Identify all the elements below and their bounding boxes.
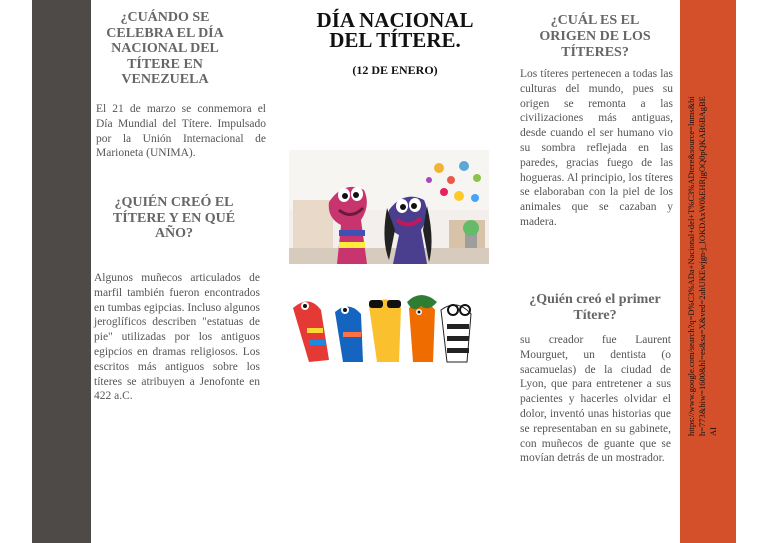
sock-puppets-photo — [289, 150, 489, 264]
first-puppet-paragraph: su creador fue Laurent Mourguet, un dentista (o sacamuelas) de la ciudad de Lyon, que para entretener a sus pacientes y hacerles olvidar el dolor, inventó unas historias que se representaban en su gabinete, con muñecos de guante que se movían detrás de un mostrador. — [520, 334, 671, 465]
when-celebrated-heading: ¿CUÁNDO SE CELEBRA EL DÍA NACIONAL DEL TÍTERE EN VENEZUELA — [106, 10, 224, 87]
who-created-paragraph: Algunos muñecos articulados de marfil también fueron encontrados en tumbas egipcias. Incluso algunos jeroglíficos describen "estatuas de pie" utilizadas por los antiguos egipcios en dramas religiosos. Los escritos más antiguos sobre los títeres se atribuyen a Jenofonte en 422 a.C. — [94, 272, 260, 403]
left-accent-bar — [32, 0, 91, 543]
page-title: DÍA NACIONAL DEL TÍTERE. — [316, 8, 474, 52]
origin-paragraph: Los títeres pertenecen a todas las culturas del mundo, pues su origen se remonta a las civilizaciones más antiguas, desde cuando el ser humano vio su sombra reflejada en las paredes, gracias fuego de las hogueras. Al principio, los títeres se elaboraban con la piel de los animales que se cazaban y madera. — [520, 68, 673, 228]
first-puppet-heading: ¿Quién creó el primer Títere? — [529, 292, 661, 323]
sock-puppets-row-illustration — [289, 288, 481, 366]
sock-puppets-row-photo — [289, 288, 481, 366]
when-celebrated-paragraph: El 21 de marzo se conmemora el Día Mundial del Títere. Impulsado por la Unión Internacional de Marioneta (UNIMA). — [96, 103, 266, 160]
origin-heading: ¿CUÁL ES EL ORIGEN DE LOS TÍTERES? — [539, 13, 651, 60]
who-created-heading: ¿QUIÉN CREÓ EL TÍTERE Y EN QUÉ AÑO? — [112, 195, 236, 241]
date-subtitle: (12 DE ENERO) — [352, 63, 438, 77]
sock-puppets-illustration — [289, 150, 489, 264]
source-url-text: https://www.google.com/search?q=D%C3%ADa+Nacional+del+T%C3%ADtere&source=lnms&bih=773&biw=1600&hl=es&sa=X&ved=2ahUKEwjgn-j_lOKDAxW0kEHRjgOQ0pQKAB6BAgBEAI — [686, 96, 718, 436]
